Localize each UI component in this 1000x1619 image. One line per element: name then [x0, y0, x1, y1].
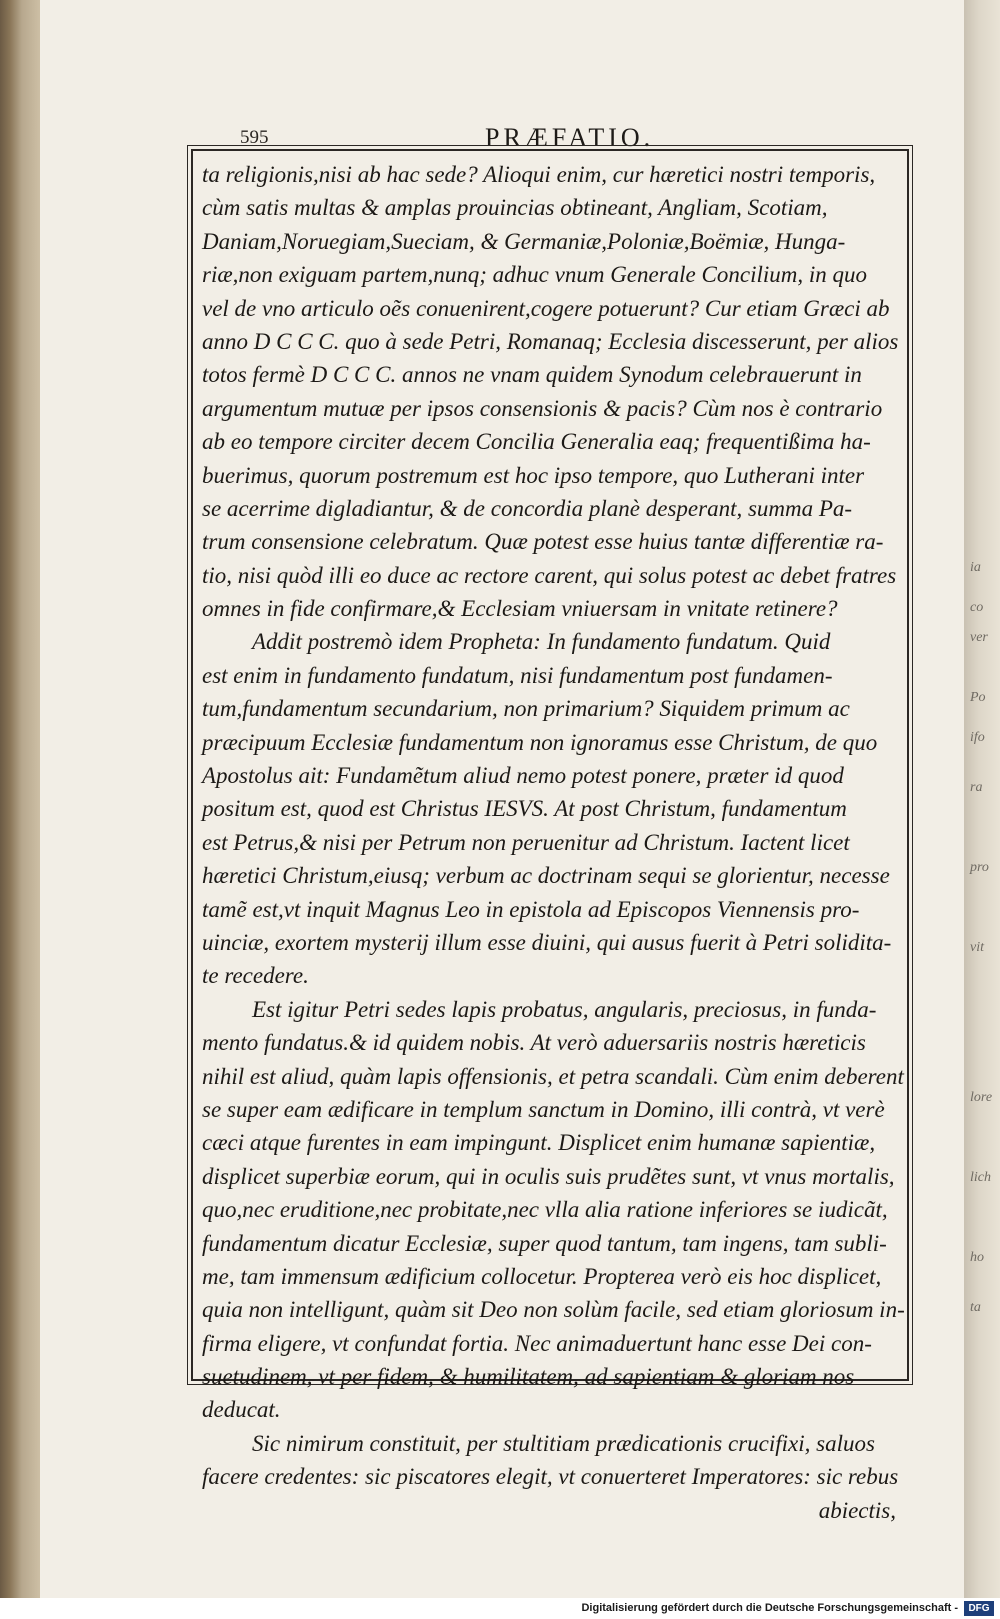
text-line: omnes in fide confirmare,& Ecclesiam vniuersam in vnitate retinere? — [202, 596, 838, 622]
text-line: mento fundatus.& id quidem nobis. At verò aduersariis nostris hæreticis — [202, 1030, 866, 1056]
text-line: nihil est aliud, quàm lapis offensionis, et petra scandali. Cùm enim deberent — [202, 1063, 904, 1089]
facing-page-fragment: co — [970, 600, 984, 615]
text-line: suetudinem, vt per fidem, & humilitatem, ad sapientiam & gloriam nos — [202, 1364, 855, 1390]
text-line: displicet superbiæ eorum, qui in oculis suis prudẽtes sunt, vt vnus mortalis, — [202, 1163, 895, 1189]
text-line: ab eo tempore circiter decem Concilia Generalia eaq; frequentißima ha- — [202, 429, 871, 455]
text-line: fundamentum dicatur Ecclesiæ, super quod tantum, tam ingens, tam subli- — [202, 1230, 887, 1256]
text-line: firma eligere, vt confundat fortia. Nec animaduertunt hanc esse Dei con- — [202, 1330, 872, 1356]
text-line: me, tam immensum ædificium collocetur. Propterea verò eis hoc displicet, — [202, 1263, 882, 1289]
text-line-paragraph-start: Est igitur Petri sedes lapis probatus, angularis, preciosus, in funda- — [252, 996, 877, 1022]
text-line: ta religionis,nisi ab hac sede? Alioqui enim, cur hæretici nostri temporis, — [202, 162, 876, 187]
text-line: buerimus, quorum postremum est hoc ipso tempore, quo Lutherani inter — [202, 462, 865, 488]
text-line: totos fermè D C C C. annos ne vnam quidem Synodum celebrauerunt in — [202, 362, 862, 388]
text-line: tio, nisi quòd illi eo duce ac rectore carent, qui solus potest ac debet fratres — [202, 562, 897, 588]
page-number: 595 — [240, 127, 269, 148]
text-line-paragraph-start: Addit postremò idem Propheta: In fundamento fundatum. Quid — [252, 629, 831, 655]
text-line: hæretici Christum,eiusq; verbum ac doctrinam sequi se glorientur, necesse — [202, 863, 890, 889]
running-head: PRÆFATIO. — [485, 123, 655, 152]
dfg-logo: DFG — [964, 1601, 994, 1616]
text-line: argumentum mutuæ per ipsos consensionis & pacis? Cùm nos è contrario — [202, 395, 883, 421]
text-line: quo,nec eruditione,nec probitate,nec vlla alia ratione inferiores se iudicãt, — [202, 1197, 888, 1223]
text-line: deducat. — [202, 1397, 281, 1423]
facing-page-fragment: Po — [970, 690, 986, 705]
facing-page-fragment: ifo — [970, 730, 985, 745]
text-line: tamẽ est,vt inquit Magnus Leo in epistola ad Episcopos Viennensis pro- — [202, 896, 860, 922]
funding-credit: Digitalisierung gefördert durch die Deutsche Forschungsgemeinschaft - — [581, 1602, 958, 1614]
footer-bar — [0, 1598, 1000, 1619]
text-line: anno D C C C. quo à sede Petri, Romanaq; Ecclesia discesserunt, per alios — [202, 328, 899, 354]
text-line-paragraph-start: Sic nimirum constituit, per stultitiam prædicationis crucifixi, saluos — [252, 1430, 875, 1456]
catchword: abiectis, — [818, 1497, 896, 1523]
text-line: facere credentes: sic piscatores elegit, vt conuerteret Imperatores: sic rebus — [202, 1464, 899, 1490]
text-line: se acerrime digladiantur, & de concordia planè desperant, summa Pa- — [202, 495, 853, 521]
text-line: vel de vno articulo oẽs conuenirent,cogere potuerunt? Cur etiam Græci ab — [202, 295, 890, 321]
text-line: te recedere. — [202, 963, 309, 989]
text-line: Daniam,Noruegiam,Sueciam, & Germaniæ,Poloniæ,Boëmiæ, Hunga- — [202, 228, 846, 254]
facing-page-edge — [964, 0, 1000, 1619]
text-line: uinciæ, exortem mysterij illum esse diuini, qui ausus fuerit à Petri solidita- — [202, 929, 892, 955]
text-line: est enim in fundamento fundatum, nisi fundamentum post fundamen- — [202, 662, 833, 688]
facing-page-fragment: lore — [970, 1090, 993, 1105]
text-line: est Petrus,& nisi per Petrum non peruenitur ad Christum. Iactent licet — [202, 829, 850, 855]
facing-page-fragment: lich — [970, 1170, 991, 1185]
text-line: trum consensione celebratum. Quæ potest esse huius tantæ differentiæ ra- — [202, 529, 884, 555]
text-line: se super eam ædificare in templum sanctum in Domino, illi contrà, vt verè — [202, 1096, 885, 1122]
facing-page-fragment: ta — [970, 1300, 981, 1315]
text-line: cùm satis multas & amplas prouincias obtineant, Angliam, Scotiam, — [202, 195, 828, 221]
facing-page-fragment: ia — [970, 560, 981, 575]
facing-page-fragment: ver — [970, 630, 988, 645]
facing-page-fragment: ho — [970, 1250, 984, 1265]
facing-page-fragment: pro — [970, 860, 989, 875]
book-edge — [0, 0, 40, 1619]
text-line: cæci atque furentes in eam impingunt. Displicet enim humanæ sapientiæ, — [202, 1130, 876, 1156]
text-line: Apostolus ait: Fundamẽtum aliud nemo potest ponere, præter id quod — [202, 763, 844, 789]
text-line: tum,fundamentum secundarium, non primarium? Siquidem primum ac — [202, 696, 850, 722]
text-line: quia non intelligunt, quàm sit Deo non solùm facile, sed etiam gloriosum in- — [202, 1297, 905, 1323]
facing-page-fragment: ra — [970, 780, 983, 795]
body-text — [202, 158, 905, 1527]
text-line: riæ,non exiguam partem,nunq; adhuc vnum Generale Concilium, in quo — [202, 262, 867, 288]
text-line: præcipuum Ecclesiæ fundamentum non ignoramus esse Christum, de quo — [202, 729, 878, 755]
facing-page-fragment: vit — [970, 940, 984, 955]
text-line: positum est, quod est Christus IESVS. At post Christum, fundamentum — [202, 796, 847, 822]
